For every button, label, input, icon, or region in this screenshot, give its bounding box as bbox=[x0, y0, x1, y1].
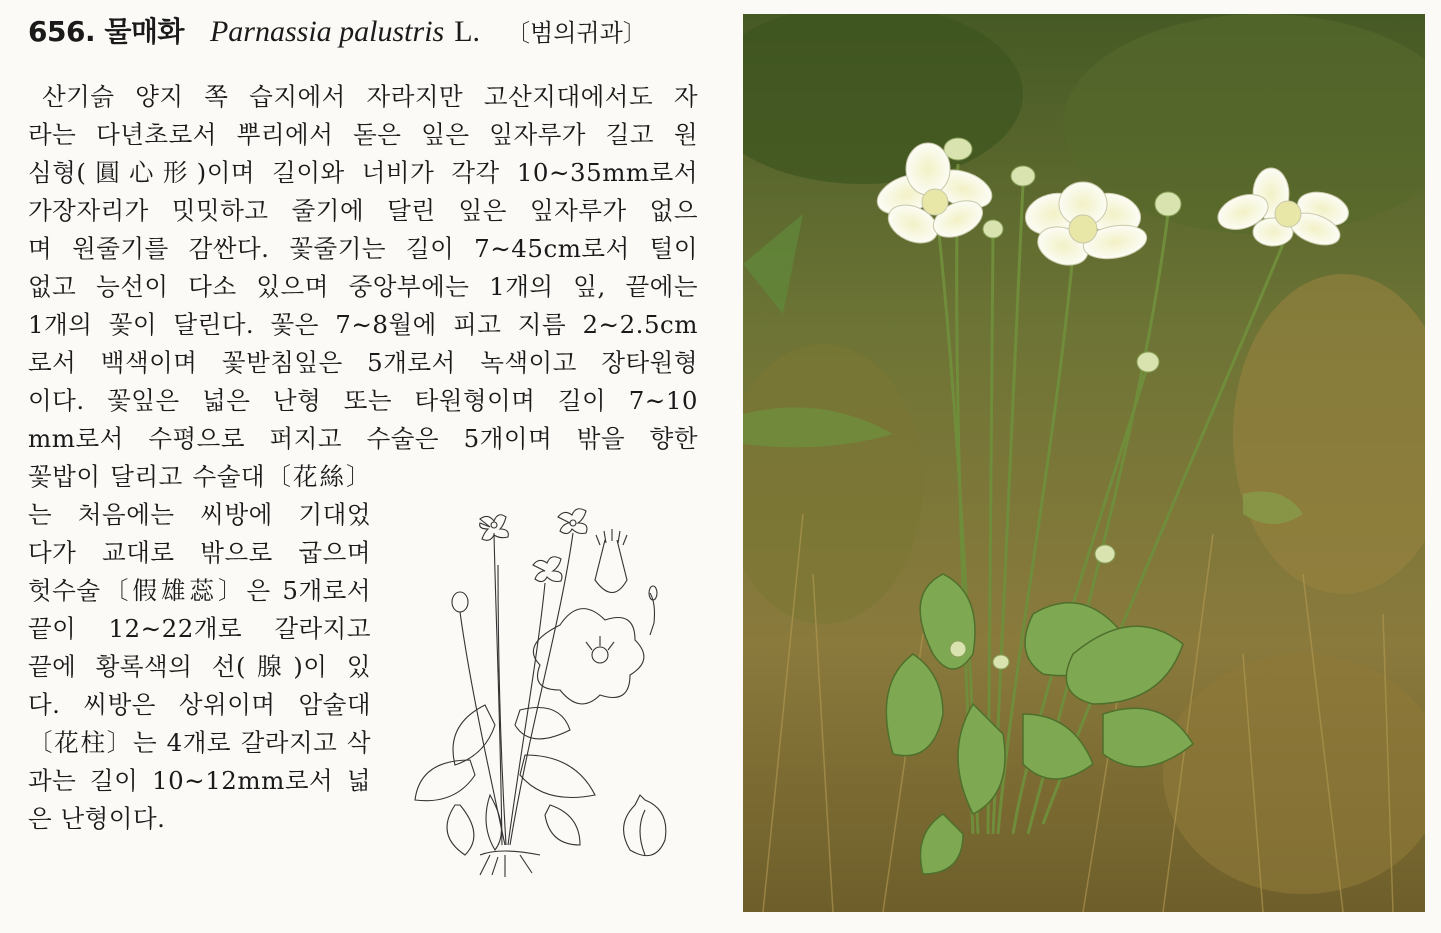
entry-header bbox=[28, 10, 718, 62]
description-line: 며 원줄기를 감싼다. 꽃줄기는 길이 7∼45cm로서 털이 bbox=[28, 234, 698, 263]
family-name: 〔범의귀과〕 bbox=[506, 19, 647, 47]
description-line: 과는 길이 10∼12mm로서 넓 bbox=[28, 766, 371, 795]
scientific-name: Parnassia palustris bbox=[209, 15, 445, 48]
description-line: 다. 씨방은 상위이며 암술대 bbox=[28, 690, 371, 719]
flower-drawing-2 bbox=[558, 509, 587, 534]
staminode-drawing bbox=[595, 529, 627, 593]
description-line: 〔花柱〕는 4개로 갈라지고 삭 bbox=[28, 728, 371, 757]
description-line: 끝이 12∼22개로 갈라지고 bbox=[28, 614, 371, 643]
description-line: 가장자리가 밋밋하고 줄기에 달린 잎은 잎자루가 없으 bbox=[28, 196, 698, 225]
description-line: 은 난형이다. bbox=[28, 804, 166, 833]
description-line: 이다. 꽃잎은 넓은 난형 또는 타원형이며 길이 7∼10 bbox=[28, 386, 698, 415]
description-line: 끝에 황록색의 선(腺)이 있 bbox=[28, 652, 371, 681]
description-line: 로서 백색이며 꽃받침잎은 5개로서 녹색이고 장타원형 bbox=[28, 348, 698, 377]
author-abbreviation: L. bbox=[454, 15, 481, 48]
entry-number-and-korean-name: 656. 물매화 bbox=[28, 15, 184, 48]
description-line: 심형(圓心形)이며 길이와 너비가 각각 10∼35mm로서 bbox=[28, 158, 698, 187]
description-line: 없고 능선이 다소 있으며 중앙부에는 1개의 잎, 끝에는 bbox=[28, 272, 698, 301]
flower-detail-drawing bbox=[533, 609, 644, 704]
botanical-illustration bbox=[410, 505, 710, 890]
description-line: 라는 다년초로서 뿌리에서 돋은 잎은 잎자루가 길고 원 bbox=[28, 120, 698, 149]
description-line: 꽃밥이 달리고 수술대〔花絲〕 bbox=[28, 462, 371, 491]
description-line: 1개의 꽃이 달린다. 꽃은 7∼8월에 피고 지름 2∼2.5cm bbox=[28, 310, 698, 339]
description-line: 다가 교대로 밖으로 굽으며 bbox=[28, 538, 371, 567]
flower-drawing-3 bbox=[533, 557, 562, 582]
description-line: 산기슭 양지 쪽 습지에서 자라지만 고산지대에서도 자 bbox=[42, 82, 698, 111]
plant-photograph bbox=[743, 14, 1425, 912]
description-line: mm로서 수평으로 퍼지고 수술은 5개이며 밖을 향한 bbox=[28, 424, 698, 453]
description-line: 헛수술〔假雄蕊〕은 5개로서 bbox=[28, 576, 371, 605]
description-line: 는 처음에는 씨방에 기대었 bbox=[28, 500, 371, 529]
capsule-drawing bbox=[624, 795, 666, 856]
